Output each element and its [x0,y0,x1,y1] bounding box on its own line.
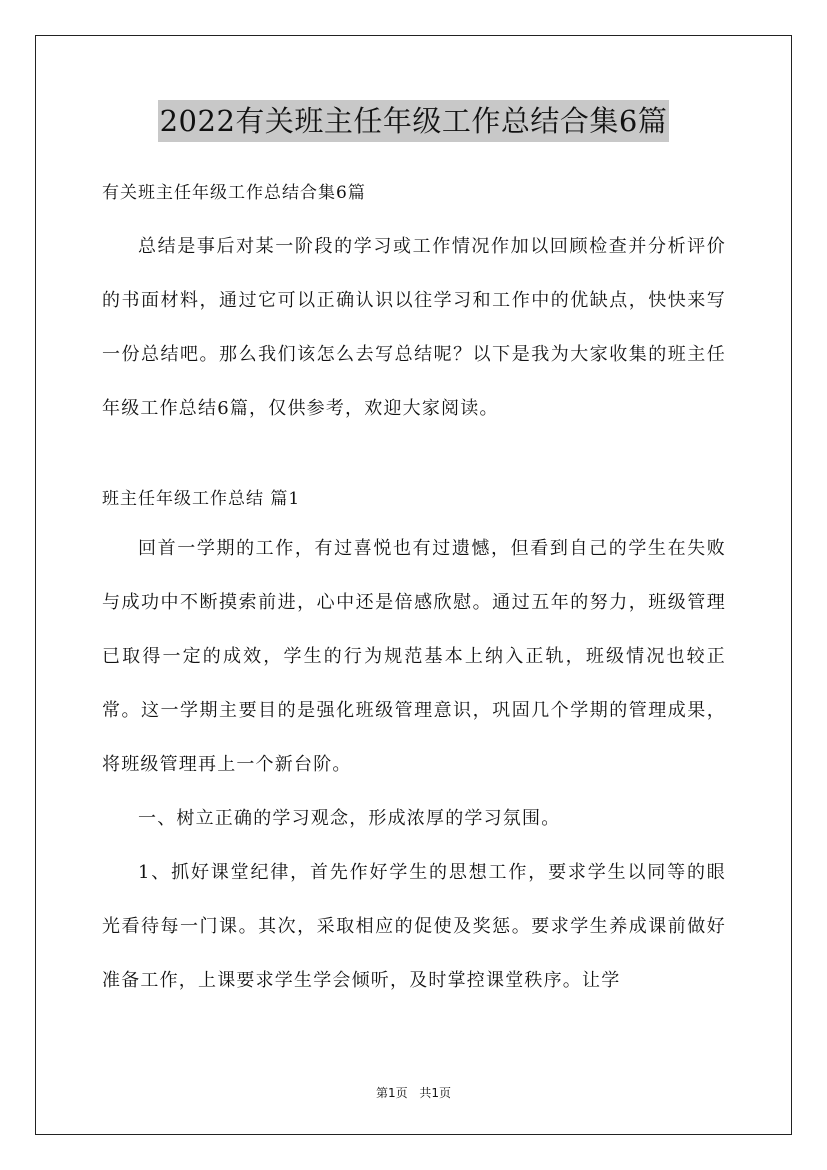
title-container [0,100,827,142]
section-heading: 班主任年级工作总结 篇1 [102,489,301,509]
document-title: 2022有关班主任年级工作总结合集6篇 [158,100,670,142]
body-paragraph: 1、抓好课堂纪律，首先作好学生的思想工作，要求学生以同等的眼光看待每一门课。其次，采取相应的促使及奖惩。要求学生养成课前做好准备工作，上课要求学生学会倾听，及时掌控课堂秩序。让学 [102,862,726,991]
page-number-footer: 第1页 共1页 [375,1086,452,1100]
document-subtitle: 有关班主任年级工作总结合集6篇 [102,183,366,203]
document-body [102,172,726,1008]
body-paragraph: 一、树立正确的学习观念，形成浓厚的学习氛围。 [138,808,561,829]
intro-paragraph: 总结是事后对某一阶段的学习或工作情况作加以回顾检查并分析评价的书面材料，通过它可以正确认识以往学习和工作中的优缺点，快快来写一份总结吧。那么我们该怎么去写总结呢？以下是我为大家收集的班主任年级工作总结6篇，仅供参考，欢迎大家阅读。 [102,236,726,419]
spacer [102,436,726,480]
body-paragraph: 回首一学期的工作，有过喜悦也有过遗憾，但看到自己的学生在失败与成功中不断摸索前进，心中还是倍感欣慰。通过五年的努力，班级管理已取得一定的成效，学生的行为规范基本上纳入正轨，班级情况也较正常。这一学期主要目的是强化班级管理意识，巩固几个学期的管理成果，将班级管理再上一个新台阶。 [102,538,726,775]
